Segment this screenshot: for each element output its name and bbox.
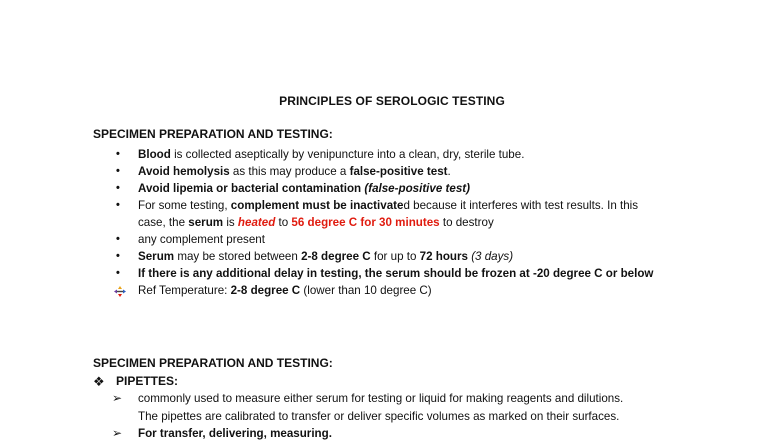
text-delay-in-testing: delay in testing (273, 267, 359, 280)
text-run: is collected aseptically by venipuncture into a clean, dry, sterile tube. (170, 148, 525, 161)
text-complement-inactivate: complement must be inactivate (230, 199, 404, 212)
text-2-8-degree: 2-8 degree C (230, 284, 301, 297)
list-item (112, 231, 752, 248)
pipettes-label: PIPETTES: (116, 374, 179, 388)
bullet-icon: • (116, 182, 120, 194)
specimen-bullet-list (112, 146, 752, 299)
list-item (112, 197, 752, 231)
text-heated: heated (237, 216, 276, 229)
text-run: For transfer, delivering, measuring. (138, 427, 332, 440)
text-avoid-lipemia: Avoid lipemia or bacterial contamination (138, 182, 362, 195)
text-frozen: frozen (481, 267, 517, 280)
text-run: may be stored between (174, 250, 302, 263)
text-run: for up to (370, 250, 420, 263)
text-run: Ref Temperature: (138, 284, 231, 297)
arrow-bullet-icon: ➢ (112, 426, 123, 440)
arrow-bullet-icon: ➢ (112, 391, 123, 405)
text-run: , the (358, 267, 386, 280)
list-item (112, 163, 752, 180)
text-run: to (275, 216, 292, 229)
text-avoid-hemolysis: Avoid hemolysis (138, 165, 230, 178)
bullet-icon: • (116, 199, 120, 211)
diamond-bullet-icon: ❖ (93, 374, 105, 389)
list-item (112, 282, 752, 299)
text-72-hours: 72 hours (419, 250, 468, 263)
text-run: For some testing, (138, 199, 231, 212)
bullet-icon: • (116, 250, 120, 262)
text-minus-20-degree: -20 degree C or below (532, 267, 654, 280)
section-heading-specimen-2: SPECIMEN PREPARATION AND TESTING: (93, 356, 333, 370)
list-item (112, 180, 752, 197)
text-3-days: (3 days) (467, 250, 514, 263)
text-run: any complement present (138, 233, 265, 246)
text-run: as this may produce a (229, 165, 350, 178)
text-run: commonly used to measure either serum for testing or liquid for making reagents and dilutions. (138, 392, 624, 405)
section-heading-specimen: SPECIMEN PREPARATION AND TESTING: (93, 127, 333, 141)
text-serum: serum (385, 267, 421, 280)
text-run: is (223, 216, 238, 229)
text-run: The pipettes are calibrated to transfer or deliver specific volumes as marked on their surfaces. (138, 410, 620, 423)
text-run: If there is any additional (138, 267, 274, 280)
text-blood: Blood (138, 148, 171, 161)
text-2-8-degree: 2-8 degree C (301, 250, 371, 263)
text-56-degree: 56 degree C for 30 minutes (291, 216, 440, 229)
text-run: at (516, 267, 533, 280)
text-serum: Serum (138, 250, 175, 263)
list-item (112, 248, 752, 265)
list-item (112, 265, 752, 282)
text-false-positive-note: (false-positive test) (361, 182, 471, 195)
page-title: PRINCIPLES OF SEROLOGIC TESTING (279, 94, 505, 108)
text-run: should be (420, 267, 482, 280)
text-run: (lower than 10 degree C) (300, 284, 432, 297)
bullet-icon: • (116, 267, 120, 279)
list-item (112, 146, 752, 163)
text-run: to destroy (439, 216, 494, 229)
text-run: . (447, 165, 451, 178)
text-serum: serum (188, 216, 224, 229)
bullet-icon: • (116, 148, 120, 160)
bullet-icon: • (116, 165, 120, 177)
text-run: d because it interferes with test results. In this (403, 199, 639, 212)
text-run: case, the (138, 216, 189, 229)
bullet-icon: • (116, 233, 120, 245)
text-false-positive: false-positive test (349, 165, 448, 178)
